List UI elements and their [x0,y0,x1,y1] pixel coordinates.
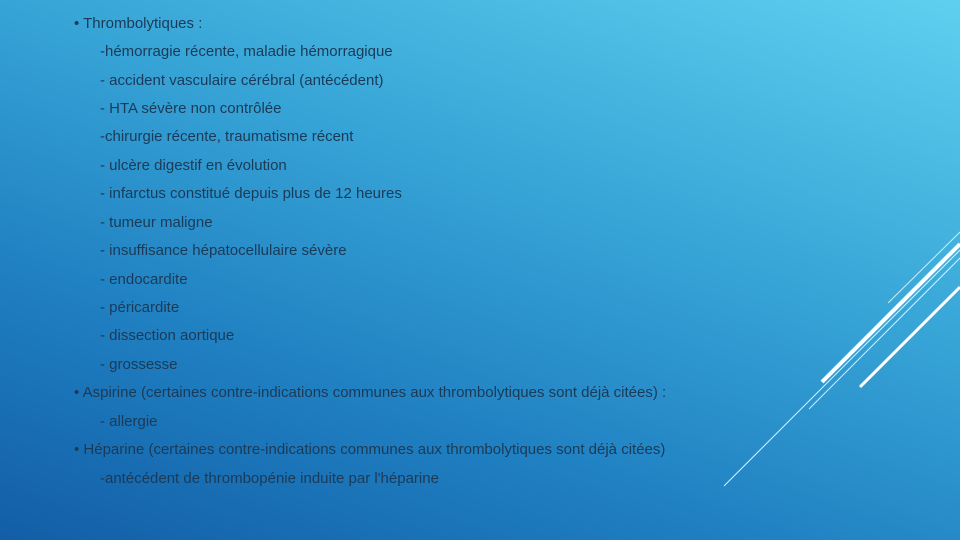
bullet-aspirine: • Aspirine (certaines contre-indications communes aux thrombolytiques sont déjà citées) : [74,384,667,401]
decor-line [809,258,960,409]
list-item: - tumeur maligne [100,214,213,231]
list-item: - allergie [100,413,158,430]
list-item: - accident vasculaire cérébral (antécédent) [100,72,384,89]
decor-line [888,232,960,303]
list-item: -antécédent de thrombopénie induite par l'héparine [100,470,439,487]
decor-line [860,287,960,387]
list-item: - insuffisance hépatocellulaire sévère [100,242,347,259]
list-item: -hémorragie récente, maladie hémorragique [100,43,393,60]
list-item: - péricardite [100,299,180,316]
decor-line [724,250,960,486]
decor-line [822,244,960,382]
list-item: - endocardite [100,271,188,288]
list-item: - dissection aortique [100,327,235,344]
list-item: - HTA sévère non contrôlée [100,100,282,117]
list-item: -chirurgie récente, traumatisme récent [100,128,354,145]
list-item: - grossesse [100,356,178,373]
list-item: - ulcère digestif en évolution [100,157,287,174]
bullet-thrombolytiques: • Thrombolytiques : [74,15,203,32]
bullet-heparine: • Héparine (certaines contre-indications communes aux thrombolytiques sont déjà citées) [74,441,666,458]
list-item: - infarctus constitué depuis plus de 12 heures [100,185,402,202]
